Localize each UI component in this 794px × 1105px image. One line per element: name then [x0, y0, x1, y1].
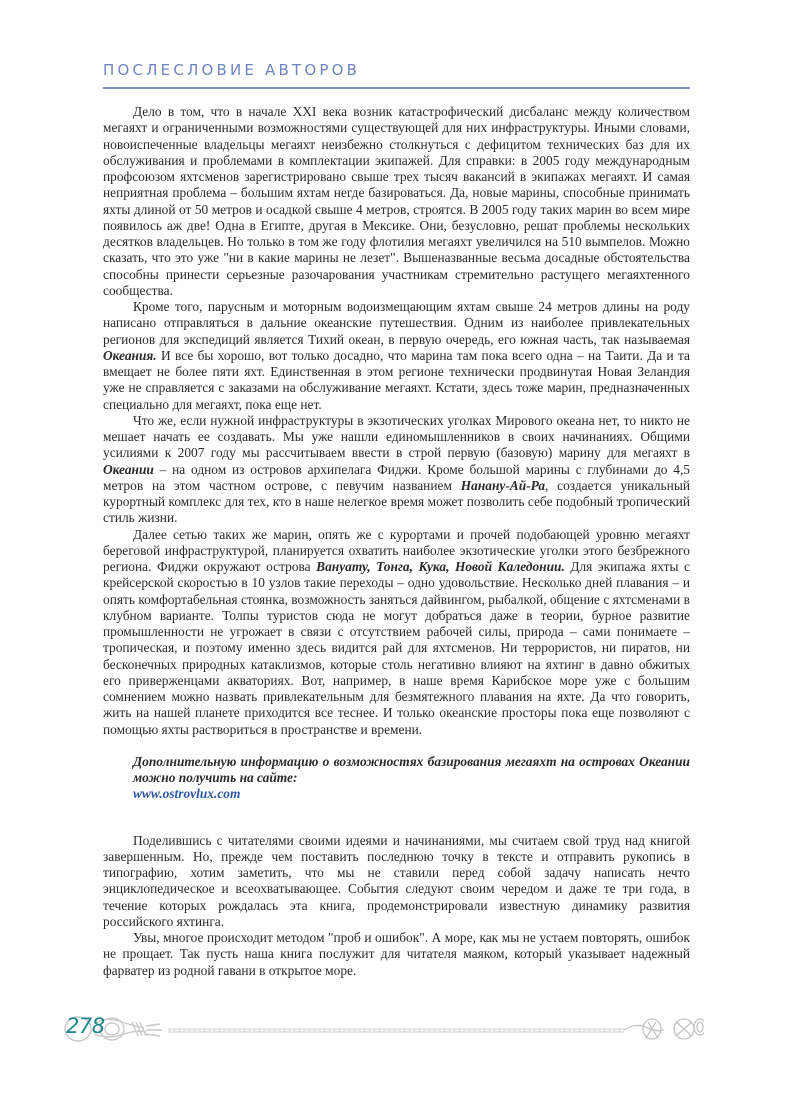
section-title: ПОСЛЕСЛОВИЕ АВТОРОВ: [103, 61, 361, 79]
paragraph-1: Дело в том, что в начале XXI века возник катастрофический дисбаланс между количеством мегаяхт и ограниченными возможностями существующей для них инфраструктуры. Иными словами, новоиспеченные владельцы мегаяхт неизбежно столкнуться с дефицитом технических баз для их обслуживания и проблемами в комплектации экипажей. Для справки: в 2005 году международным профсоюзом яхтсменов зарегистрировано свыше трех тысяч вакансий в экипажах мегаяхт. И самая неприятная проблема – большим яхтам негде базироваться. Да, новые марины, способные принимать яхты длиной от 50 метров и осадкой свыше 4 метров, строятся. В 2005 году таких марин во всем мире появилось аж две! Одна в Египте, другая в Мексике. Они, безусловно, решат проблемы нескольких десятков владельцев. Но только в том же году флотилия мегаяхт увеличился на 510 вымпелов. Можно сказать, что это уже "ни в какие марины не лезет". Вышеназванные весьма досадные обстоятельства способны принести серьезные разочарования участникам стремительно растущего мегаяхтенного сообщества.: [103, 104, 690, 298]
paragraph-6: Увы, многое происходит методом "проб и ошибок". А море, как мы не устаем повторять, ошибок не прощает. Так пусть наша книга послужит для читателя маяком, который указывает надежный фарватер из родной гавани в открытое море.: [103, 930, 690, 978]
emphasis-oceania: Океании: [103, 461, 154, 477]
header-rule: [103, 87, 690, 89]
emphasis-island-name: Нанану-Ай-Ра: [460, 477, 546, 493]
info-note: [103, 754, 690, 803]
note-text: Дополнительную информацию о возможностях базирования мегаяхт на островах Океании можно получить на сайте:: [133, 753, 690, 785]
website-link[interactable]: www.ostrovlux.com: [133, 786, 241, 802]
paragraph-4: Далее сетью таких же марин, опять же с курортами и прочей подобающей уровню мегаяхт береговой инфраструктурой, планируется охватить наиболее экзотические уголки этого безбрежного региона. Фиджи окружают острова Вануату, Тонга, Кука, Новой Каледонии. Для экипажа яхты с крейсерской скоростью в 10 узлов такие переходы – одно удовольствие. Несколько дней плавания – и опять комфортабельная стоянка, возможность заняться дайвингом, рыбалкой, общение с яхтсменами в клубном варианте. Толпы туристов сюда не могут добраться даже в теории, бурное развитие промышленности не угрожает в связи с отсутствием рабочей силы, природа – сами понимаете – тропическая, и поэтому именно здесь видится рай для яхтсменов. Ни террористов, ни пиратов, ни бесконечных природных катаклизмов, которые столь негативно влияют на яхтинг в давно обжитых его приверженцами акваториях. Вот, например, в наше время Карибское море уже с большим сомнением можно назвать привлекательным для безмятежного плавания на яхте. Да что говорить, жить на нашей планете приходится все теснее. И только океанские просторы пока еще позволяют с помощью яхты раствориться в пространстве и времени.: [103, 526, 690, 737]
rope-ornament-icon: [64, 1012, 704, 1044]
emphasis-oceania: Океания.: [103, 347, 157, 363]
page-footer: [64, 1012, 704, 1044]
emphasis-islands: Вануату, Тонга, Кука, Новой Каледонии.: [316, 559, 565, 574]
running-header: [103, 60, 690, 80]
body-text: [103, 104, 690, 979]
paragraph-3: Что же, если нужной инфраструктуры в экзотических уголках Мирового океана нет, то никто не мешает начать ее создавать. Мы уже нашли единомышленников в своих начинаниях. Общими усилиями к 2007 году мы рассчитываем ввести в строй первую (базовую) марину для мегаяхт в Океании – на одном из островов архипелага Фиджи. Кроме большой марины с глубинами до 4,5 метров на этом частном острове, с певучим названием Нанану-Ай-Ра, создается уникальный курортный комплекс для тех, кто в наше нелегкое время может позволить себе подобный тропический стиль жизни.: [103, 412, 690, 526]
paragraph-5: Поделившись с читателями своими идеями и начинаниями, мы считаем свой труд над книгой завершенным. Но, прежде чем поставить последнюю точку в тексте и отправить рукопись в типографию, хотим заметить, что мы не ставили перед собой задачу написать нечто энциклопедическое и всеохватывающее. События следуют своим чередом и даже те три года, в течение которых рождалась эта книга, продемонстрировали известную динамику развития российского яхтинга.: [103, 832, 690, 929]
page-number: 278: [66, 1014, 105, 1038]
paragraph-2: Кроме того, парусным и моторным водоизмещающим яхтам свыше 24 метров длины на роду написано отправляться в дальние океанские путешествия. Одним из наиболее привлекательных регионов для экспедиций является Тихий океан, в первую очередь, его южная часть, так называемая Океания. И все бы хорошо, вот только досадно, что марина там пока всего одна – на Таити. Да и та вмещает не более пяти яхт. Единственная в этом регионе технически продвинутая Новая Зеландия уже не справляется с заказами на обслуживание мегаяхт. Кстати, здесь тоже марин, предназначенных специально для мегаяхт, пока еще нет.: [103, 299, 690, 412]
